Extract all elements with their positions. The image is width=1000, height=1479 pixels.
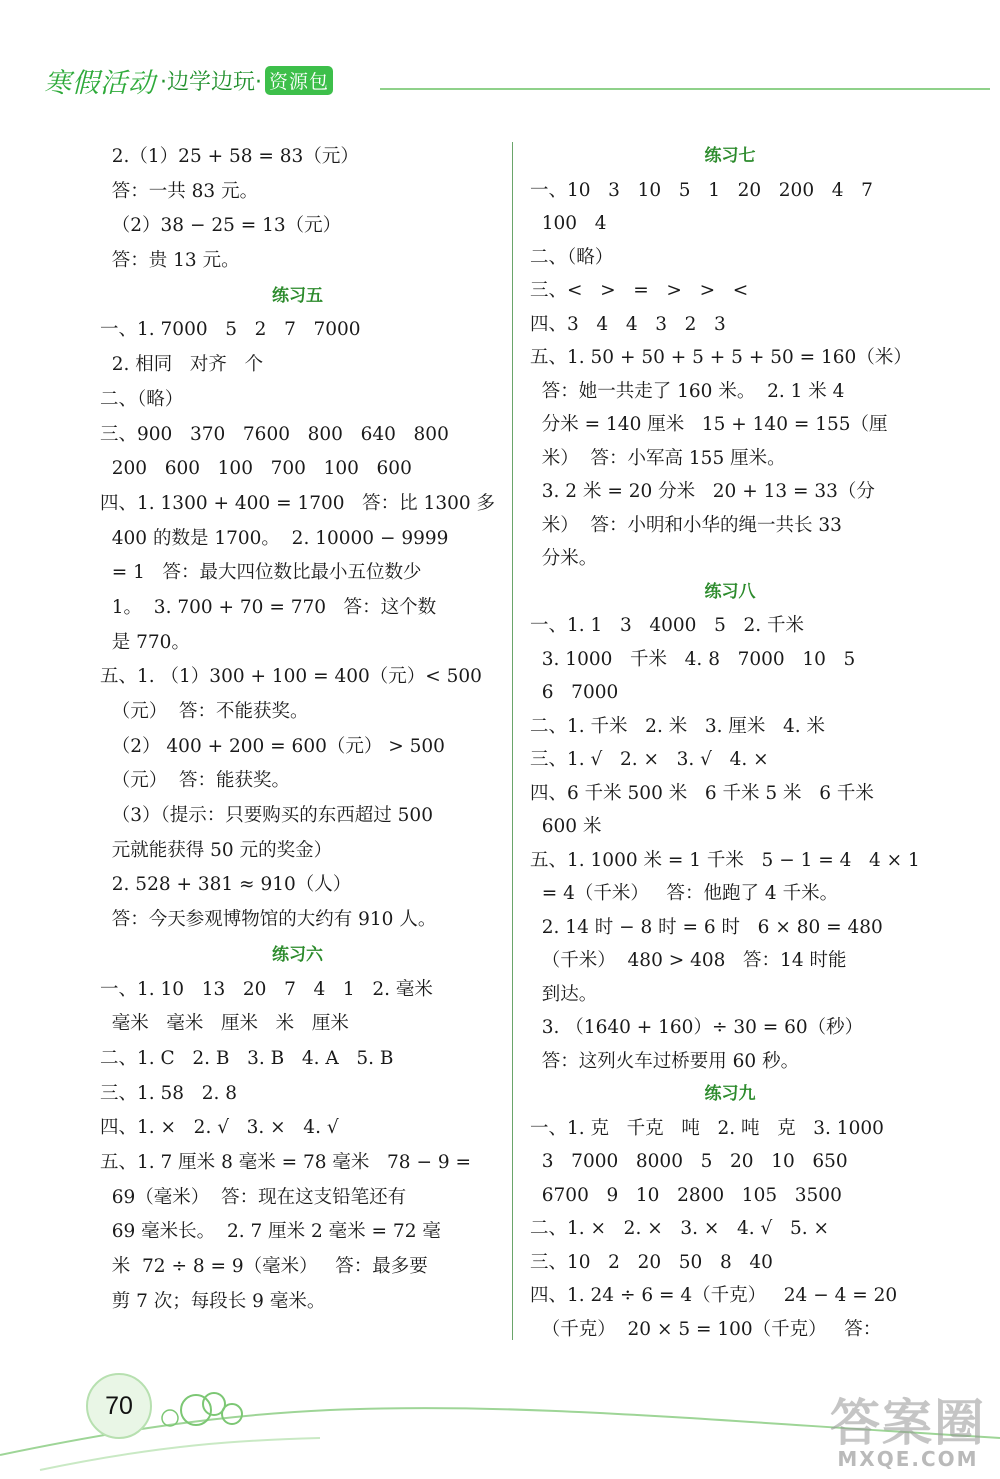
answer-line: 2. 相同 对齐 个 bbox=[100, 354, 264, 376]
answer-line: 二、1. C 2. B 3. B 4. A 5. B bbox=[100, 1047, 394, 1069]
answer-line: 答：贵 13 元。 bbox=[100, 250, 240, 272]
answer-line: 三、1. √ 2. × 3. √ 4. × bbox=[530, 749, 769, 770]
answer-line: 2.（1）25 + 58 = 83（元） bbox=[100, 146, 359, 167]
answer-line: 一、10 3 10 5 1 20 200 4 7 bbox=[530, 179, 873, 201]
answer-line: 69（毫米） 答：现在这支铅笔还有 bbox=[100, 1186, 407, 1208]
answer-line: 米 72 ÷ 8 = 9（毫米） 答：最多要 bbox=[100, 1256, 428, 1277]
answer-line: 米） 答：小军高 155 厘米。 bbox=[530, 447, 786, 469]
answer-line: 200 600 100 700 100 600 bbox=[100, 458, 412, 480]
answer-line: 分米 = 140 厘米 15 + 140 = 155（厘 bbox=[530, 414, 888, 435]
answer-line: 答：今天参观博物馆的大约有 910 人。 bbox=[100, 909, 437, 931]
answer-line: 四、6 千米 500 米 6 千米 5 米 6 千米 bbox=[530, 782, 874, 804]
section-heading: 练习五 bbox=[272, 285, 323, 306]
answer-line: 五、1. （1）300 + 100 = 400（元）< 500 bbox=[100, 666, 482, 688]
answer-line: 一、1. 克 千克 吨 2. 吨 克 3. 1000 bbox=[530, 1117, 884, 1139]
answer-line: （3）（提示：只要购买的东西超过 500 bbox=[100, 805, 433, 827]
answer-line: 二、（略） bbox=[530, 246, 614, 268]
header-title: 寒假活动 bbox=[44, 67, 156, 99]
answer-line: 6 7000 bbox=[530, 682, 619, 703]
answer-line: （2）38 − 25 = 13（元） bbox=[100, 215, 342, 237]
answer-line: 二、（略） bbox=[100, 388, 184, 410]
answer-line: = 1 答：最大四位数比最小五位数少 bbox=[100, 562, 422, 584]
answer-line: 三、< > = > > < bbox=[530, 280, 749, 301]
answer-line: 到达。 bbox=[530, 983, 598, 1005]
left-column bbox=[100, 140, 495, 1319]
answer-line: 3 7000 8000 5 20 10 650 bbox=[530, 1151, 848, 1172]
answer-line: 是 770。 bbox=[100, 631, 190, 653]
answer-line: 三、1. 58 2. 8 bbox=[100, 1082, 238, 1104]
right-column bbox=[530, 140, 930, 1346]
answer-line: 五、1. 1000 米 = 1 千米 5 − 1 = 4 4 × 1 bbox=[530, 849, 920, 871]
section-heading: 练习六 bbox=[272, 944, 323, 965]
section-heading: 练习七 bbox=[704, 146, 756, 166]
answer-line: 四、1. 1300 + 400 = 1700 答：比 1300 多 bbox=[100, 492, 496, 514]
header-rule bbox=[380, 88, 990, 90]
answer-line: 3. 1000 千米 4. 8 7000 10 5 bbox=[530, 648, 856, 670]
answer-line: 2. 14 时 − 8 时 = 6 时 6 × 80 = 480 bbox=[530, 916, 883, 938]
answer-line: （元） 答：能获奖。 bbox=[100, 770, 291, 792]
answer-line: 三、900 370 7600 800 640 800 bbox=[100, 423, 449, 445]
watermark bbox=[830, 1383, 986, 1471]
answer-line: （元） 答：不能获奖。 bbox=[100, 701, 309, 722]
answer-line: 6700 9 10 2800 105 3500 bbox=[530, 1184, 842, 1206]
answer-line: 2. 528 + 381 ≈ 910（人） bbox=[100, 874, 352, 896]
answer-line: 3. 2 米 = 20 分米 20 + 13 = 33（分 bbox=[530, 481, 875, 502]
header-subtitle: ·边学边玩· bbox=[160, 69, 262, 95]
watermark-url: MXQE.COM bbox=[837, 1447, 979, 1471]
answer-line: 答：一共 83 元。 bbox=[100, 180, 259, 202]
answer-line: 一、1. 7000 5 2 7 7000 bbox=[100, 319, 361, 341]
answer-line: 元就能获得 50 元的奖金） bbox=[100, 839, 333, 861]
answer-line: 四、1. × 2. √ 3. × 4. √ bbox=[100, 1117, 339, 1139]
answer-line: 分米。 bbox=[530, 548, 598, 569]
answer-line: 三、10 2 20 50 8 40 bbox=[530, 1251, 773, 1273]
column-divider bbox=[512, 142, 513, 1340]
answer-line: 一、1. 10 13 20 7 4 1 2. 毫米 bbox=[100, 978, 433, 1000]
answer-line: = 4（千米） 答：他跑了 4 千米。 bbox=[530, 883, 839, 904]
page-header bbox=[44, 58, 333, 102]
answer-line: 600 米 bbox=[530, 816, 602, 837]
answer-line: （千米） 480 > 408 答：14 时能 bbox=[530, 950, 847, 971]
answer-line: 100 4 bbox=[530, 213, 607, 234]
answer-line: （2） 400 + 200 = 600（元） > 500 bbox=[100, 735, 445, 757]
answer-line: 五、1. 50 + 50 + 5 + 5 + 50 = 160（米） bbox=[530, 347, 912, 368]
answer-line: 毫米 毫米 厘米 米 厘米 bbox=[100, 1013, 349, 1035]
answer-line: 四、3 4 4 3 2 3 bbox=[530, 313, 726, 335]
answer-line: 米） 答：小明和小华的绳一共长 33 bbox=[530, 514, 842, 536]
answer-line: 五、1. 7 厘米 8 毫米 = 78 毫米 78 − 9 = bbox=[100, 1151, 471, 1173]
header-tag: 资源包 bbox=[265, 66, 333, 95]
answer-line: 剪 7 次；每段长 9 毫米。 bbox=[100, 1290, 326, 1312]
answer-line: 答：她一共走了 160 米。 2. 1 米 4 bbox=[530, 380, 845, 402]
answer-line: 四、1. 24 ÷ 6 = 4（千克） 24 − 4 = 20 bbox=[530, 1285, 898, 1306]
answer-line: 答：这列火车过桥要用 60 秒。 bbox=[530, 1050, 800, 1072]
answer-line: 1。 3. 700 + 70 = 770 答：这个数 bbox=[100, 596, 437, 618]
section-heading: 练习九 bbox=[704, 1084, 756, 1104]
answer-line: 69 毫米长。 2. 7 厘米 2 毫米 = 72 毫 bbox=[100, 1221, 441, 1243]
answer-line: 二、1. 千米 2. 米 3. 厘米 4. 米 bbox=[530, 715, 826, 737]
answer-line: 一、1. 1 3 4000 5 2. 千米 bbox=[530, 615, 805, 636]
answer-line: 二、1. × 2. × 3. × 4. √ 5. × bbox=[530, 1218, 830, 1239]
answer-line: （千克） 20 × 5 = 100（千克） 答： bbox=[530, 1318, 882, 1340]
page-number-badge bbox=[86, 1373, 152, 1439]
answer-line: 3. （1640 + 160）÷ 30 = 60（秒） bbox=[530, 1017, 864, 1038]
watermark-logo: 答案圈 bbox=[830, 1394, 986, 1452]
answer-line: 400 的数是 1700。 2. 10000 − 9999 bbox=[100, 527, 449, 549]
section-heading: 练习八 bbox=[704, 581, 756, 602]
page-number: 70 bbox=[105, 1391, 133, 1420]
